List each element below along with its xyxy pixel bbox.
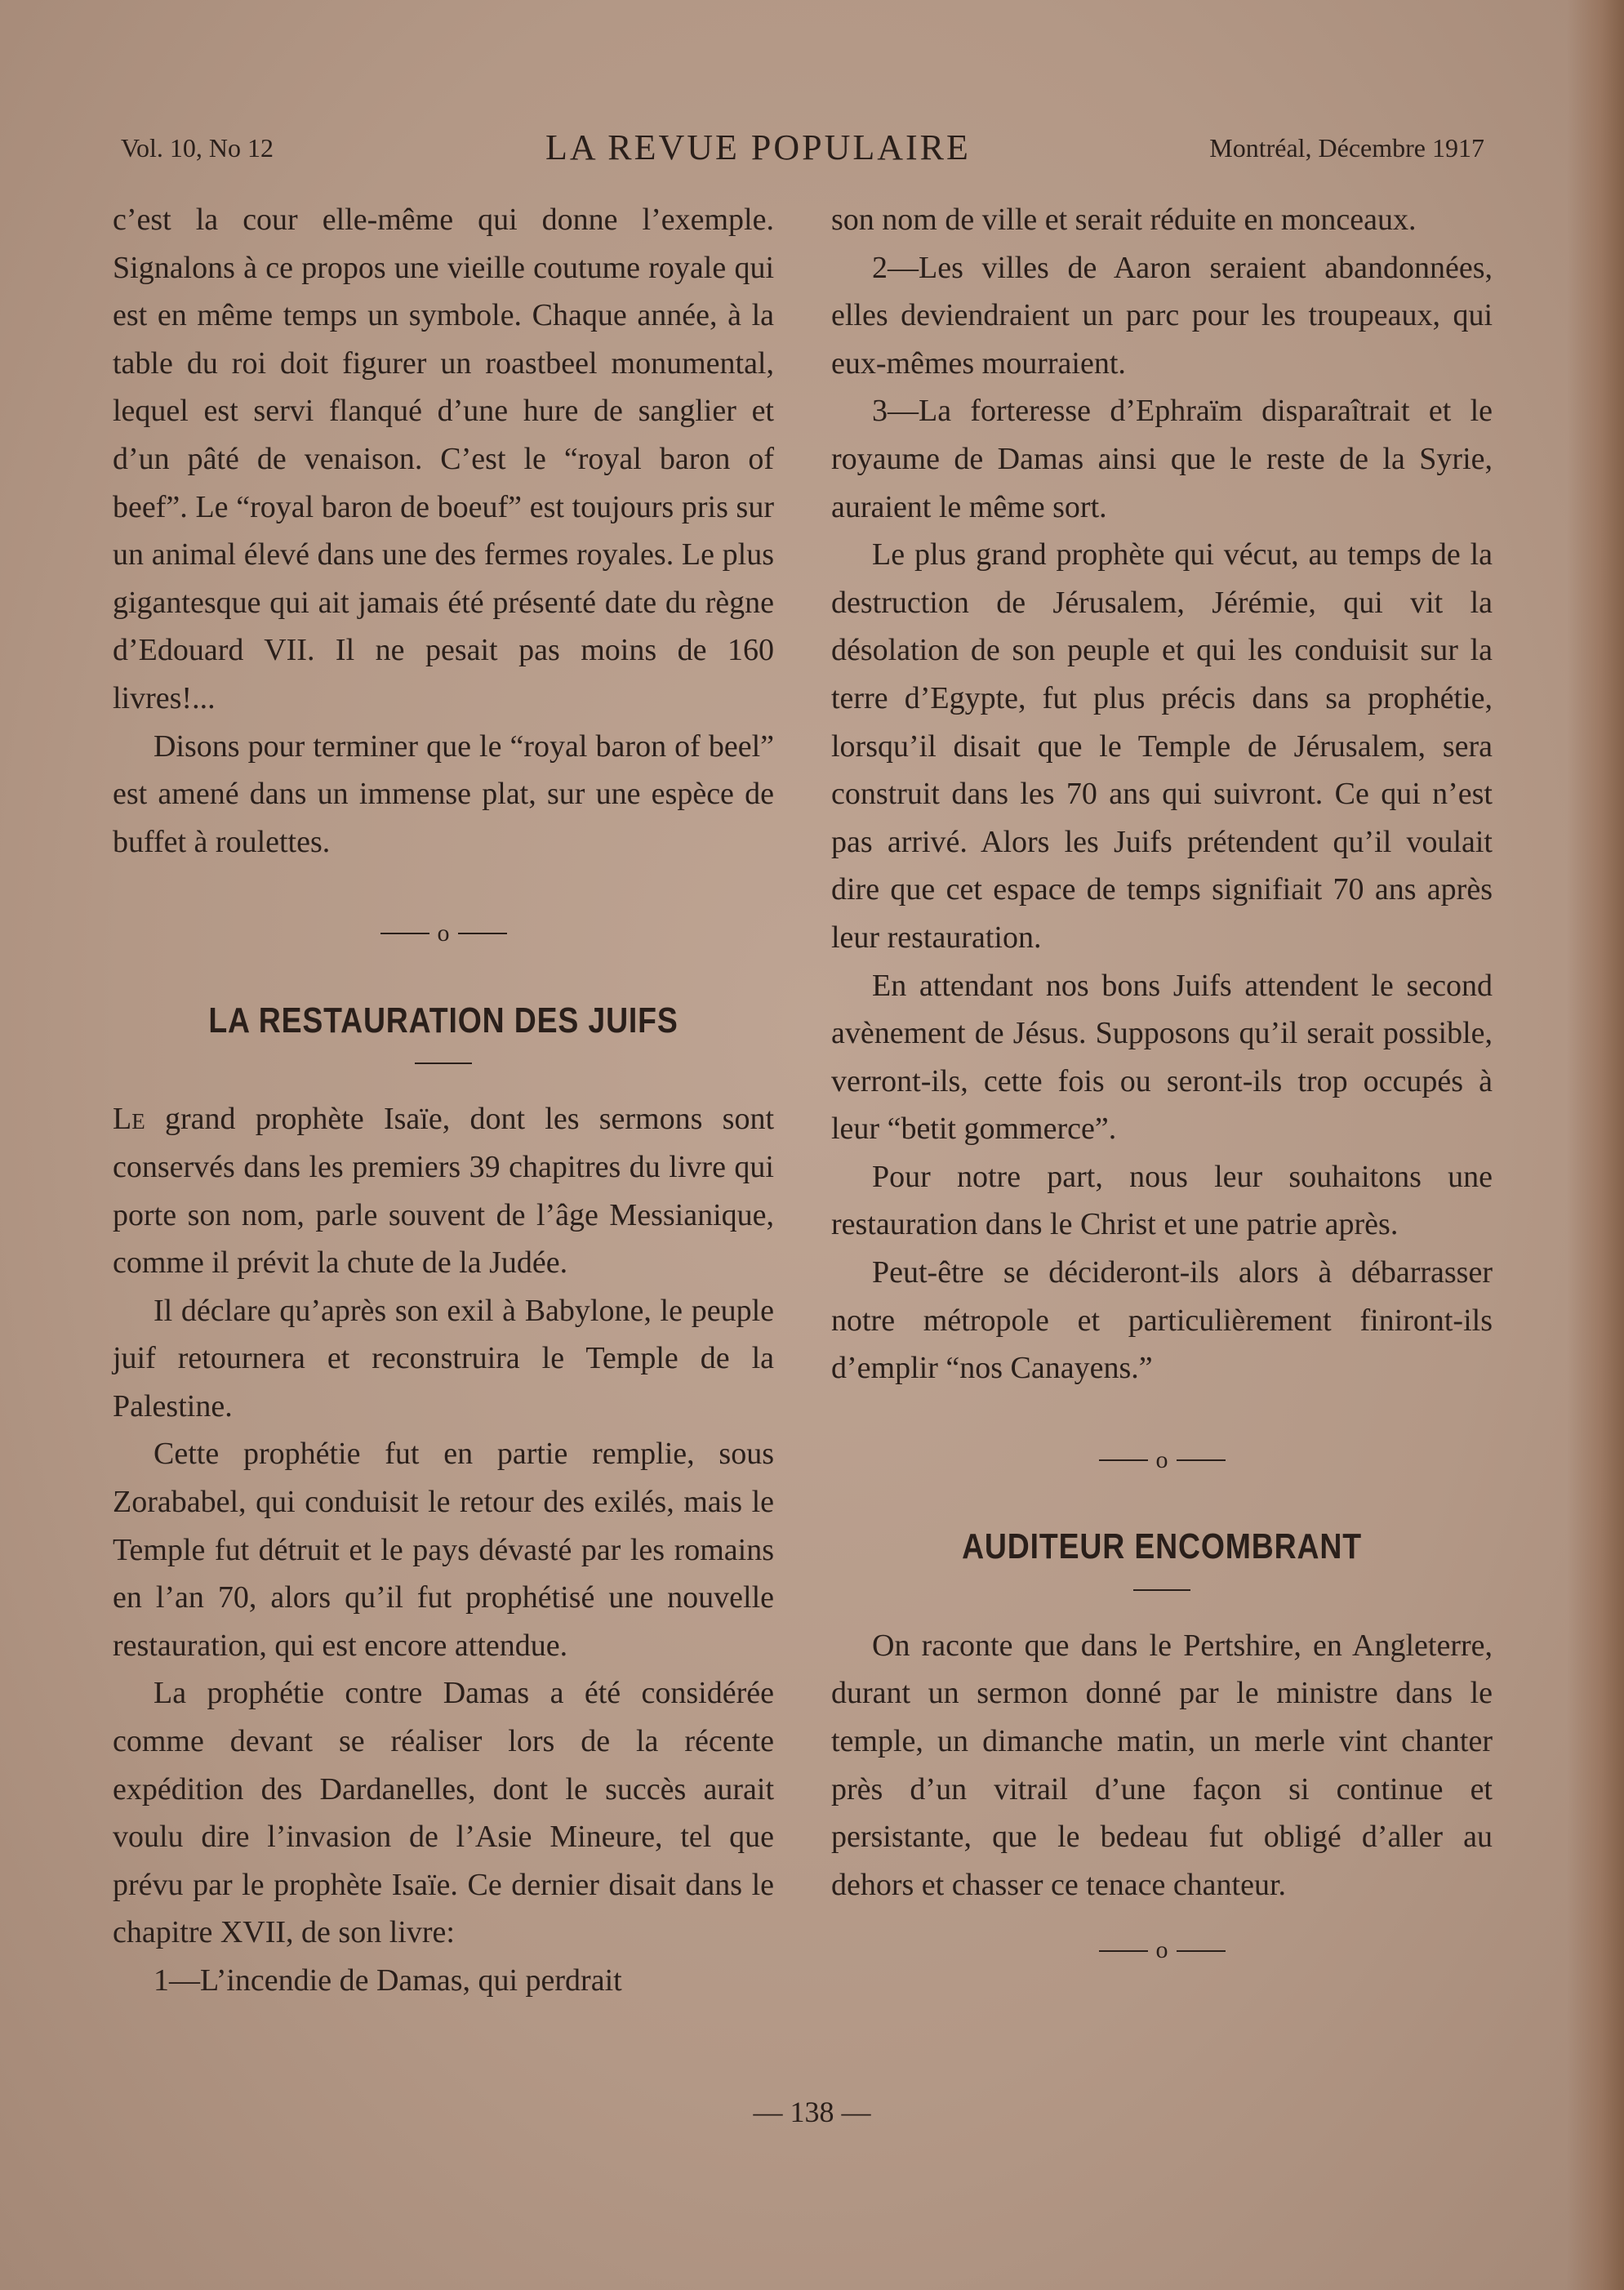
- paragraph: 2—Les villes de Aaron seraient abandonnées, elles deviendraient un parc pour les troupeaux, qui eux-mêmes mourraient.: [831, 250, 1493, 381]
- article-title: AUDITEUR ENCOMBRANT: [962, 1526, 1362, 1567]
- paragraph: c’est la cour elle-même qui donne l’exemple. Signalons à ce propos une vieille coutume royale qui est en même temps un symbole. Chaque année, à la table du roi doit figurer un roastbeel monumental, lequel est servi flanqué d’une hure de sanglier et d’un pâté de venaison. C’est le “royal baron of beef”. Le “royal baron de boeuf” est toujours pris sur un animal élevé dans une des fermes royales. Le plus gigantesque qui ait jamais été présenté date du règne d’Edouard VII. Il ne pesait pas moins de 160 livres!...: [113, 203, 774, 715]
- paragraph: 3—La forteresse d’Ephraïm disparaîtrait et le royaume de Damas ainsi que le reste de la Syrie, auraient le même sort.: [831, 394, 1493, 524]
- paragraph: Le plus grand prophète qui vécut, au temps de la destruction de Jérusalem, Jérémie, qui vit la désolation de son peuple et qui les conduisit sur la terre d’Egypte, fut plus précis dans sa prophétie, lorsqu’il disait que le Temple de Jérusalem, sera construit dans les 70 ans qui suivront. Ce qui n’est pas arrivé. Alors les Juifs prétendent qu’il voulait dire que cet espace de temps signifiait 70 ans après leur restauration.: [831, 537, 1493, 955]
- paragraph: On raconte que dans le Pertshire, en Angleterre, durant un sermon donné par le ministre dans le temple, un dimanche matin, un merle vint chanter près d’un vitrail d’une façon si continue et persistante, que le bedeau fut obligé d’aller au dehors et chasser ce tenace chanteur.: [831, 1628, 1493, 1902]
- lead-in: Le: [113, 1102, 145, 1137]
- issue-date: Montréal, Décembre 1917: [1209, 133, 1484, 163]
- volume-number: Vol. 10, No 12: [121, 133, 274, 163]
- paragraph: Cette prophétie fut en partie remplie, sous Zorababel, qui conduisit le retour des exilés, mais le Temple fut détruit et le pays dévasté par les romains en l’an 70, alors qu’il fut prophétisé une nouvelle restauration, qui est encore attendue.: [113, 1437, 774, 1663]
- title-rule: [1133, 1589, 1190, 1591]
- left-column: [113, 196, 774, 2005]
- paragraph: Peut-être se décideront-ils alors à débarrasser notre métropole et particulièrement finiront-ils d’emplir “nos Canayens.”: [831, 1255, 1493, 1386]
- title-rule: [415, 1063, 472, 1064]
- page-edge-shadow: [1567, 0, 1624, 2290]
- paragraph: 1—L’incendie de Damas, qui perdrait: [154, 1963, 622, 1998]
- paragraph: Le grand prophète Isaïe, dont les sermons sont conservés dans les premiers 39 chapitres du livre qui porte son nom, parle souvent de l’âge Messianique, comme il prévit la chute de la Judée.: [113, 1102, 774, 1281]
- paragraph: son nom de ville et serait réduite en monceaux.: [831, 203, 1417, 237]
- paragraph: En attendant nos bons Juifs attendent le second avènement de Jésus. Supposons qu’il serait possible, verront-ils, cette fois ou seront-ils trop occupés à leur “betit gommerce”.: [831, 968, 1493, 1147]
- publication-title: LA REVUE POPULAIRE: [545, 127, 971, 167]
- separator: o: [113, 908, 774, 957]
- paragraph: Pour notre part, nous leur souhaitons une restauration dans le Christ et une patrie après.: [831, 1159, 1493, 1242]
- separator: o: [831, 1925, 1493, 1974]
- article-title: LA RESTAURATION DES JUIFS: [208, 1000, 679, 1040]
- paragraph: La prophétie contre Damas a été considérée comme devant se réaliser lors de la récente expédition des Dardanelles, dont le succès aurait voulu dire l’invasion de l’Asie Mineure, tel que prévu par le prophète Isaïe. Ce dernier disait dans le chapitre XVII, de son livre:: [113, 1676, 774, 1950]
- separator: o: [831, 1435, 1493, 1484]
- right-column: [831, 196, 1493, 2014]
- page-number: — 138 —: [753, 2096, 871, 2128]
- paragraph: Il déclare qu’après son exil à Babylone, le peuple juif retournera et reconstruira le Temple de la Palestine.: [113, 1293, 774, 1423]
- paragraph: Disons pour terminer que le “royal baron of beel” est amené dans un immense plat, sur une espèce de buffet à roulettes.: [113, 728, 774, 859]
- page-header: [121, 127, 1484, 176]
